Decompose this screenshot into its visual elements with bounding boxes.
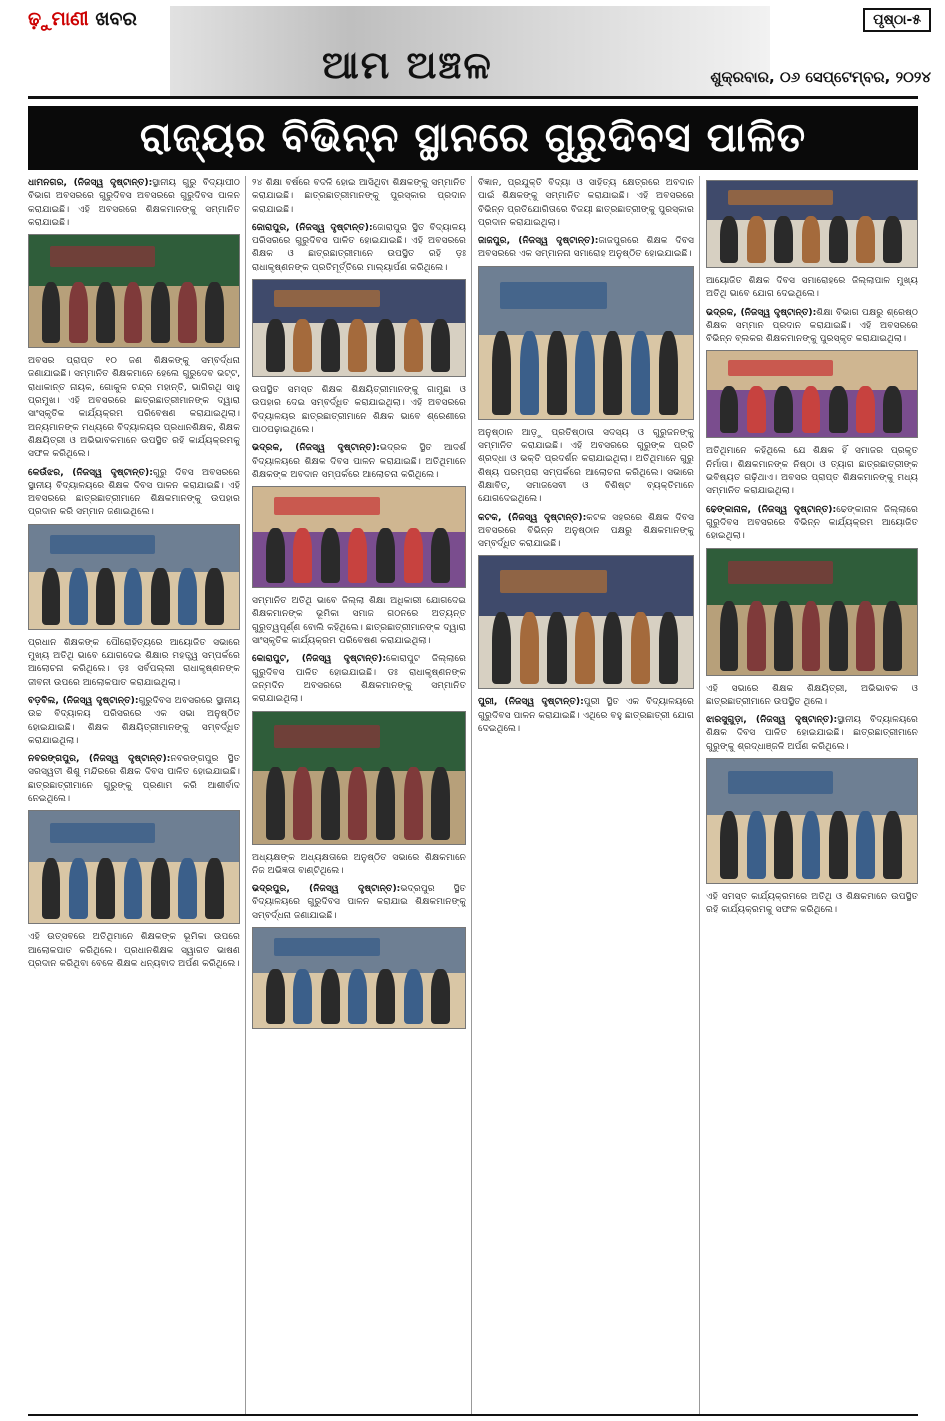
article-paragraph [28,694,240,747]
dateline-byline: ଧାମନଗର, (ନିଜସ୍ୱ ଦୃଷ୍ଟାନ୍ତ): [28,177,153,188]
photo-banner [728,561,833,584]
column-divider [699,176,700,1416]
photo-figure [404,319,423,372]
photo-figure [151,858,170,920]
article-text: ଅଧ୍ୟକ୍ଷଙ୍କ ଅଧ୍ୟକ୍ଷତାରେ ଅନୁଷ୍ଠିତ ସଭାରେ ଶିକ୍ଷକମାନେ ନିଜ ଅଭିଜ୍ଞତା ବାଣ୍ଟିଥିଲେ। [252,851,466,876]
column-2 [252,176,466,1416]
dateline-byline: ଭଦ୍ରକ, (ନିଜସ୍ୱ ଦୃଷ୍ଟାନ୍ତ): [252,442,380,454]
photo-figure [42,858,61,920]
photo-figure [431,969,450,1024]
dateline-byline: ବଡ଼ବିଲ, (ନିଜସ୍ୱ ଦୃଷ୍ଟାନ୍ତ): [28,694,139,706]
article-paragraph [706,890,918,917]
dateline: ଶୁକ୍ରବାର, ୦୬ ସେପ୍ଟେମ୍ବର, ୨୦୨୪ [710,68,931,86]
article-paragraph [252,221,466,274]
photo-figure [747,386,766,433]
news-photo [478,555,694,689]
photo-figure [321,319,340,372]
article-text: ପୁରୀ ସ୍ଥିତ ଏକ ବିଦ୍ୟାଳୟରେ ଗୁରୁଦିବସ ପାଳନ କରାଯାଇଛି। ଏଥିରେ ବହୁ ଛାତ୍ରଛାତ୍ରୀ ଯୋଗ ଦେଇଥିଲେ। [478,696,694,735]
photo-banner [50,246,155,266]
article-paragraph [706,444,918,497]
photo-figure [720,601,739,670]
news-photo [706,548,918,676]
photo-figure [720,386,739,433]
photo-figure [856,811,875,879]
dateline-byline: ଭଦ୍ରପୁର, (ନିଜସ୍ୱ ଦୃଷ୍ଟାନ୍ତ): [252,883,401,895]
article-paragraph [28,176,240,229]
photo-figure [431,528,450,583]
photo-figure [205,568,224,625]
photo-figure [293,969,312,1024]
news-photo [478,266,694,420]
photo-figure [883,601,902,670]
photo-figure [348,528,367,583]
photo-figure [829,811,848,879]
photo-figure [124,858,143,920]
column-divider [245,176,246,1416]
masthead-rule [28,96,918,99]
photo-figure [829,601,848,670]
article-paragraph [28,752,240,805]
photo-banner [50,823,155,843]
photo-figure [802,601,821,670]
photo-banner [500,570,607,594]
photo-figure [802,386,821,433]
masthead [0,0,945,100]
photo-figure [69,282,88,344]
article-paragraph [706,713,918,753]
article-text: ଜାଜପୁରରେ ଶିକ୍ଷକ ଦିବସ ଅବସରରେ ଏକ ସମ୍ମାନନା ସମାରୋହ ଅନୁଷ୍ଠିତ ହୋଇଯାଇଛି। [478,235,694,260]
article-text: ନବରଙ୍ଗପୁର ସ୍ଥିତ ସରସ୍ୱତୀ ଶିଶୁ ମନ୍ଦିରରେ ଶିକ୍ଷକ ଦିବସ ପାଳିତ ହୋଇଯାଇଛି। ଛାତ୍ରଛାତ୍ରୀମାନେ ଗୁରୁଙ୍କୁ ପ୍ରଣାମ କରି ଆଶୀର୍ବାଦ ନେଇଥିଲେ। [28,753,240,805]
photo-figure [293,767,312,840]
article-text: ସ୍ଥାନୀୟ ବିଦ୍ୟାଳୟରେ ଶିକ୍ଷକ ଦିବସ ପାଳିତ ହୋଇଯାଇଛି। ଛାତ୍ରଛାତ୍ରୀମାନେ ଗୁରୁଙ୍କୁ ଶ୍ରଦ୍ଧାଞ୍ଜଳି ଅର୍ପଣ କରିଥିଲେ। [706,714,918,752]
photo-figure [96,282,115,344]
photo-figure [520,612,539,685]
column-3 [478,176,694,1416]
news-photo [706,180,918,268]
photo-figure [575,612,594,685]
article-paragraph [706,682,918,709]
photo-figure [575,331,594,415]
article-text: ଢେଙ୍କାନାଳ ଜିଲ୍ଲାରେ ଗୁରୁଦିବସ ଅବସରରେ ବିଭିନ୍ନ କାର୍ଯ୍ୟକ୍ରମ ଆୟୋଜିତ ହୋଇଥିଲା। [706,503,918,542]
main-headline: ରାଜ୍ୟର ବିଭିନ୍ନ ସ୍ଥାନରେ ଗୁରୁଦିବସ ପାଳିତ [28,106,918,170]
photo-figure [205,282,224,344]
dateline-byline: କଟକ, (ନିଜସ୍ୱ ଦୃଷ୍ଟାନ୍ତ): [478,511,587,523]
photo-figure [266,767,285,840]
photo-figure [431,767,450,840]
article-text: ଏହି ଉତ୍ସବରେ ଅତିଥିମାନେ ଶିକ୍ଷକଙ୍କ ଭୂମିକା ଉପରେ ଆଲୋକପାତ କରିଥିଲେ। ପ୍ରଧାନଶିକ୍ଷକ ସ୍ୱାଗତ ଭାଷଣ ପ୍ରଦାନ କରିଥିବା ବେଳେ ଶିକ୍ଷକ ଧନ୍ୟବାଦ ଅର୍ପଣ କରିଥିଲେ। [28,931,240,969]
photo-figure [266,319,285,372]
photo-figure [856,386,875,433]
photo-figure [42,568,61,625]
photo-figure [348,969,367,1024]
photo-figure [376,969,395,1024]
photo-figure [69,858,88,920]
column-4 [706,176,918,1416]
photo-figure [492,612,511,685]
photo-figure [520,331,539,415]
photo-figure [376,767,395,840]
photo-figure [659,331,678,415]
photo-figure [266,528,285,583]
photo-figure [747,601,766,670]
photo-figure [42,282,61,344]
article-paragraph [478,426,694,506]
article-text: ବିଜ୍ଞାନ, ପ୍ରଯୁକ୍ତି ବିଦ୍ୟା ଓ ସାହିତ୍ୟ କ୍ଷେତ୍ରରେ ଅବଦାନ ପାଇଁ ଶିକ୍ଷକଙ୍କୁ ସମ୍ମାନିତ କରାଯାଇଛି। ଏହି ଅବସରରେ ବିଭିନ୍ନ ପ୍ରତିଯୋଗିତାରେ ବିଜୟୀ ଛାତ୍ରଛାତ୍ରୀଙ୍କୁ ପୁରସ୍କାର ପ୍ରଦାନ କରାଯାଇଥିଲା। [478,177,694,228]
article-paragraph [252,441,466,481]
article-text: କଟକ ସହରରେ ଶିକ୍ଷକ ଦିବସ ଅବସରରେ ବିଭିନ୍ନ ଅନୁଷ୍ଠାନ ପକ୍ଷରୁ ଶିକ୍ଷକମାନଙ୍କୁ ସମ୍ବର୍ଦ୍ଧିତ କରାଯାଇଛି। [478,511,694,550]
paper-name [28,8,137,30]
bottom-rule [28,1414,918,1416]
dateline-byline: ଜାଜପୁର, (ନିଜସ୍ୱ ଦୃଷ୍ଟାନ୍ତ): [478,235,599,247]
photo-figure [376,319,395,372]
photo-figure [856,601,875,670]
photo-figure [720,811,739,879]
dateline-byline: ଜୋରାପୁର, (ନିଜସ୍ୱ ଦୃଷ୍ଟାନ୍ତ): [252,221,373,233]
photo-figure [404,767,423,840]
paper-name-first: ଢ଼ୁମାଣୀ [28,8,89,30]
photo-figure [293,319,312,372]
photo-figure [802,216,821,263]
dateline-byline: ଭଦ୍ରକ, (ନିଜସ୍ୱ ଦୃଷ୍ଟାନ୍ତ): [706,306,817,318]
photo-figure [829,386,848,433]
photo-figure [774,386,793,433]
article-text: ପ୍ରଧାନ ଶିକ୍ଷକଙ୍କ ପୌରୋହିତ୍ୟରେ ଆୟୋଜିତ ସଭାରେ ମୁଖ୍ୟ ଅତିଥି ଭାବେ ଯୋଗଦେଇ ଶିକ୍ଷାର ମହତ୍ତ୍ୱ ସମ୍ପର୍କରେ ଆଲୋଚନା କରିଥିଲେ। ଡ଼ଃ ସର୍ବପଲ୍ଲୀ ରାଧାକୃଷ୍ଣନଙ୍କ ଜୀବନୀ ଉପରେ ଆଲୋକପାତ କରାଯାଇଥିଲା। [28,636,240,688]
photo-banner [728,190,833,205]
article-paragraph [252,594,466,647]
article-text: ଗୁରୁଦିବସ ଅବସରରେ ସ୍ଥାନୀୟ ଉଚ୍ଚ ବିଦ୍ୟାଳୟ ପରିସରରେ ଏକ ସଭା ଅନୁଷ୍ଠିତ ହୋଇଯାଇଛି। ଶିକ୍ଷକ ଶିକ୍ଷୟିତ୍ରୀମାନଙ୍କୁ ସମ୍ବର୍ଦ୍ଧିତ କରାଯାଇଥିଲା। [28,694,240,746]
photo-figure [178,858,197,920]
article-text: ଉପସ୍ଥିତ ସମସ୍ତ ଶିକ୍ଷକ ଶିକ୍ଷୟିତ୍ରୀମାନଙ୍କୁ ଗାମୁଛା ଓ ଉପହାର ଦେଇ ସମ୍ବର୍ଦ୍ଧିତ କରାଯାଇଥିଲା। ଏହି ଅବସରରେ ବିଦ୍ୟାଳୟର ଛାତ୍ରଛାତ୍ରୀମାନେ ଶିକ୍ଷକ ଭାବେ ଶ୍ରେଣୀରେ ପାଠପଢ଼ାଇଥିଲେ। [252,384,466,435]
article-paragraph [478,234,694,261]
article-text: ସମ୍ମାନିତ ଅତିଥି ଭାବେ ଜିଲ୍ଲା ଶିକ୍ଷା ଅଧିକାରୀ ଯୋଗଦେଇ ଶିକ୍ଷକମାନଙ୍କ ଭୂମିକା ସମାଜ ଗଠନରେ ଅତ୍ୟନ୍ତ ଗୁରୁତ୍ୱପୂର୍ଣ୍ଣ ବୋଲି କହିଥିଲେ। ଛାତ୍ରଛାତ୍ରୀମାନଙ୍କ ଦ୍ୱାରା ସାଂସ୍କୃତିକ କାର୍ଯ୍ୟକ୍ରମ ପରିବେଷଣ କରାଯାଇଥିଲା। [252,595,466,647]
photo-figure [96,858,115,920]
photo-figure [829,216,848,263]
article-paragraph [478,176,694,229]
photo-figure [774,601,793,670]
photo-figure [124,568,143,625]
news-photo [252,486,466,588]
photo-figure [376,528,395,583]
photo-banner [500,282,607,309]
dateline-byline: ପୁରୀ, (ନିଜସ୍ୱ ଦୃଷ୍ଟାନ୍ତ): [478,696,584,708]
photo-figure [431,319,450,372]
photo-figure [659,612,678,685]
photo-figure [747,811,766,879]
news-photo [28,234,240,348]
dateline-byline: ଝାରସୁଗୁଡ଼ା, (ନିଜସ୍ୱ ଦୃଷ୍ଟାନ୍ତ): [706,714,838,726]
photo-banner [274,497,380,515]
photo-figure [547,612,566,685]
article-text: ସ୍ଥାନୀୟ ଗୁରୁ ବିଦ୍ୟାପୀଠ ବିଭାଗ ଅବସରରେ ଗୁରୁଦିବସ ଅବସରରେ ଗୁରୁଦିବସ ପାଳନ କରାଯାଇଛି। ଏହି ଅବସରରେ ଶିକ୍ଷକମାନଙ୍କୁ ସମ୍ମାନିତ କରାଯାଇଛି। [28,177,240,228]
photo-figure [603,612,622,685]
photo-figure [321,767,340,840]
news-photo [706,350,918,438]
photo-banner [728,360,833,375]
photo-figure [883,811,902,879]
news-photo [252,279,466,377]
article-text: ଭଦ୍ରପୁର ସ୍ଥିତ ବିଦ୍ୟାଳୟରେ ଗୁରୁଦିବସ ପାଳନ କରାଯାଇ ଶିକ୍ଷକମାନଙ୍କୁ ସମ୍ବର୍ଦ୍ଧନା ଜଣାଯାଇଛି। [252,883,466,921]
article-paragraph [252,851,466,878]
article-paragraph [478,511,694,551]
article-text: ଏହି ସଭାରେ ଶିକ୍ଷକ ଶିକ୍ଷୟିତ୍ରୀ, ଅଭିଭାବକ ଓ ଛାତ୍ରଛାତ୍ରୀମାନେ ଉପସ୍ଥିତ ଥିଲେ। [706,682,918,707]
photo-figure [720,216,739,263]
article-text: ଆୟୋଜିତ ଶିକ୍ଷକ ଦିବସ ସମାରୋହରେ ଜିଲ୍ଲାପାଳ ମୁଖ୍ୟ ଅତିଥି ଭାବେ ଯୋଗ ଦେଇଥିଲେ। [706,275,918,300]
dateline-byline: ଢେଙ୍କାନାଳ, (ନିଜସ୍ୱ ଦୃଷ୍ଟାନ୍ତ): [706,503,837,515]
news-photo [252,711,466,845]
photo-figure [883,216,902,263]
photo-figure [603,331,622,415]
photo-figure [802,811,821,879]
article-text: ଗୁରୁ ଦିବସ ଅବସରରେ ସ୍ଥାନୀୟ ବିଦ୍ୟାଳୟରେ ଶିକ୍ଷକ ଦିବସ ପାଳନ କରାଯାଇଛି। ଏହି ଅବସରରେ ଛାତ୍ରଛାତ୍ରୀମାନେ ଶିକ୍ଷକମାନଙ୍କୁ ଉପହାର ପ୍ରଦାନ କରି ସମ୍ମାନ ଜଣାଇଥିଲେ। [28,466,240,518]
article-text: ଅବସର ପ୍ରାପ୍ତ ୧୦ ଜଣ ଶିକ୍ଷକଙ୍କୁ ସମ୍ବର୍ଦ୍ଧନା ଜଣାଯାଇଛି। ସମ୍ମାନିତ ଶିକ୍ଷକମାନେ ହେଲେ ଗୁରୁଦେବ ଭଟ୍ଟ, ରାଧାକାନ୍ତ ନାୟକ, ଗୋକୁଳ ଚନ୍ଦ୍ର ମହାନ୍ତି, ଭାଗିରଥି ସାହୁ ପ୍ରମୁଖ। ଏହି ଅବସରରେ ଛାତ୍ରଛାତ୍ରୀମାନଙ୍କ ଦ୍ୱାରା ସାଂସ୍କୃତିକ କାର୍ଯ୍ୟକ୍ରମ ପରିବେଷଣ କରାଯାଇଥିଲା। ଅନ୍ୟମାନଙ୍କ ମଧ୍ୟରେ ବିଦ୍ୟାଳୟର ପ୍ରଧାନଶିକ୍ଷକ, ଶିକ୍ଷକ ଶିକ୍ଷୟିତ୍ରୀ ଓ ଅଭିଭାବକମାନେ ଉପସ୍ଥିତ ରହି କାର୍ଯ୍ୟକ୍ରମକୁ ସଫଳ କରିଥିଲେ। [28,355,240,460]
dateline-byline: ନବରଙ୍ଗପୁର, (ନିଜସ୍ୱ ଦୃଷ୍ଟାନ୍ତ): [28,753,171,765]
article-paragraph [252,652,466,705]
photo-figure [547,331,566,415]
article-paragraph [28,354,240,460]
photo-figure [404,969,423,1024]
news-photo [706,758,918,884]
photo-figure [151,568,170,625]
article-paragraph [28,930,240,970]
news-photo [28,810,240,924]
photo-figure [774,811,793,879]
photo-banner [274,725,380,749]
photo-figure [96,568,115,625]
article-paragraph [252,176,466,216]
article-text: ଜୋରାପୁର ସ୍ଥିତ ବିଦ୍ୟାଳୟ ପରିସରରେ ଗୁରୁଦିବସ ପାଳିତ ହୋଇଯାଇଛି। ଏହି ଅବସରରେ ଶିକ୍ଷକ ଓ ଛାତ୍ରଛାତ୍ରୀମାନେ ଉପସ୍ଥିତ ରହି ଡ଼ଃ ରାଧାକୃଷ୍ଣନଙ୍କ ପ୍ରତିମୂର୍ତ୍ତିରେ ମାଲ୍ୟାର୍ପଣ କରିଥିଲେ। [252,221,466,273]
column-1 [28,176,240,1416]
photo-figure [321,969,340,1024]
section-title: ଆମ ଅଞ୍ଚଳ [322,42,493,87]
photo-figure [151,282,170,344]
article-text: ଶିକ୍ଷା ବିଭାଗ ପକ୍ଷରୁ ଶ୍ରେଷ୍ଠ ଶିକ୍ଷକ ସମ୍ମାନ ପ୍ରଦାନ କରାଯାଇଛି। ଏହି ଅବସରରେ ବିଭିନ୍ନ ବ୍ଲକର ଶିକ୍ଷକମାନଙ୍କୁ ପୁରସ୍କୃତ କରାଯାଇଥିଲା। [706,306,918,345]
article-text: ଅତିଥିମାନେ କହିଥିଲେ ଯେ ଶିକ୍ଷକ ହିଁ ସମାଜର ପ୍ରକୃତ ନିର୍ମାତା। ଶିକ୍ଷକମାନଙ୍କ ନିଷ୍ଠା ଓ ତ୍ୟାଗ ଛାତ୍ରଛାତ୍ରୀଙ୍କ ଭବିଷ୍ୟତ ଗଢ଼ିଥାଏ। ଅବସର ପ୍ରାପ୍ତ ଶିକ୍ଷକମାନଙ୍କୁ ମଧ୍ୟ ସମ୍ମାନିତ କରାଯାଇଥିଲା। [706,445,918,497]
article-paragraph [28,636,240,689]
paper-name-rest: ଖବର [95,8,137,30]
photo-figure [492,331,511,415]
photo-banner [728,771,833,793]
photo-figure [321,528,340,583]
article-paragraph [28,466,240,519]
photo-figure [293,528,312,583]
dateline-byline: କେଉଁଝର, (ନିଜସ୍ୱ ଦୃଷ୍ଟାନ୍ତ): [28,466,153,478]
photo-banner [50,535,155,554]
photo-figure [69,568,88,625]
article-text: ଏହି ସମସ୍ତ କାର୍ଯ୍ୟକ୍ରମରେ ଅତିଥି ଓ ଶିକ୍ଷକମାନେ ଉପସ୍ଥିତ ରହି କାର୍ଯ୍ୟକ୍ରମକୁ ସଫଳ କରିଥିଲେ। [706,891,918,916]
article-paragraph [706,306,918,346]
photo-figure [178,282,197,344]
news-photo [28,524,240,630]
photo-figure [178,568,197,625]
article-paragraph [478,695,694,735]
photo-figure [124,282,143,344]
photo-figure [266,969,285,1024]
column-divider [471,176,472,1416]
article-text: ଭଦ୍ରକ ସ୍ଥିତ ଆଦର୍ଶ ବିଦ୍ୟାଳୟରେ ଶିକ୍ଷକ ଦିବସ ପାଳନ କରାଯାଇଛି। ଅତିଥିମାନେ ଶିକ୍ଷକଙ୍କ ଅବଦାନ ସମ୍ପର୍କରେ ଆଲୋଚନା କରିଥିଲେ। [252,442,466,480]
photo-figure [883,386,902,433]
article-paragraph [252,882,466,922]
photo-figure [404,528,423,583]
article-text: କୋରାପୁଟ ଜିଲ୍ଲାରେ ଗୁରୁଦିବସ ପାଳିତ ହୋଇଯାଇଛି। ଡଃ ରାଧାକୃଷ୍ଣନଙ୍କ ଜନ୍ମଦିନ ଅବସରରେ ଶିକ୍ଷକମାନଙ୍କୁ ସମ୍ମାନିତ କରାଯାଇଥିଲା। [252,653,466,705]
photo-figure [774,216,793,263]
photo-figure [205,858,224,920]
news-photo [252,927,466,1029]
photo-figure [747,216,766,263]
article-paragraph [706,274,918,301]
article-text: ଅନୁଷ୍ଠାନ ଆଡ଼ୁ ପ୍ରତିଷ୍ଠାତା ସଦସ୍ୟ ଓ ଗୁରୁଜନଙ୍କୁ ସମ୍ମାନିତ କରାଯାଇଛି। ଏହି ଅବସରରେ ଗୁରୁଙ୍କ ପ୍ରତି ଶ୍ରଦ୍ଧା ଓ ଭକ୍ତି ପ୍ରଦର୍ଶନ କରାଯାଇଥିଲା। ଅତିଥିମାନେ ଗୁରୁ ଶିଷ୍ୟ ପରମ୍ପରା ସମ୍ପର୍କରେ ଆଲୋଚନା କରିଥିଲେ। ସଭାରେ ଶିକ୍ଷାବିତ୍, ସମାଜସେବୀ ଓ ବିଶିଷ୍ଟ ବ୍ୟକ୍ତିମାନେ ଯୋଗଦେଇଥିଲେ। [478,426,694,505]
article-paragraph [706,503,918,543]
photo-figure [631,612,650,685]
dateline-byline: କୋରାପୁଟ, (ନିଜସ୍ୱ ଦୃଷ୍ଟାନ୍ତ): [252,653,386,665]
photo-figure [631,331,650,415]
article-paragraph [252,383,466,436]
page-number: ପୃଷ୍ଠା-୫ [863,8,931,32]
photo-banner [274,290,380,307]
photo-figure [856,216,875,263]
photo-figure [348,767,367,840]
photo-banner [274,938,380,956]
photo-figure [348,319,367,372]
article-text: ୨୪ ଶିକ୍ଷା ବର୍ଷରେ ବଦଳି ହୋଇ ଆସିଥିବା ଶିକ୍ଷକଙ୍କୁ ସମ୍ମାନିତ କରାଯାଇଛି। ଛାତ୍ରଛାତ୍ରୀମାନଙ୍କୁ ପୁରସ୍କାର ପ୍ରଦାନ କରାଯାଇଛି। [252,177,466,215]
